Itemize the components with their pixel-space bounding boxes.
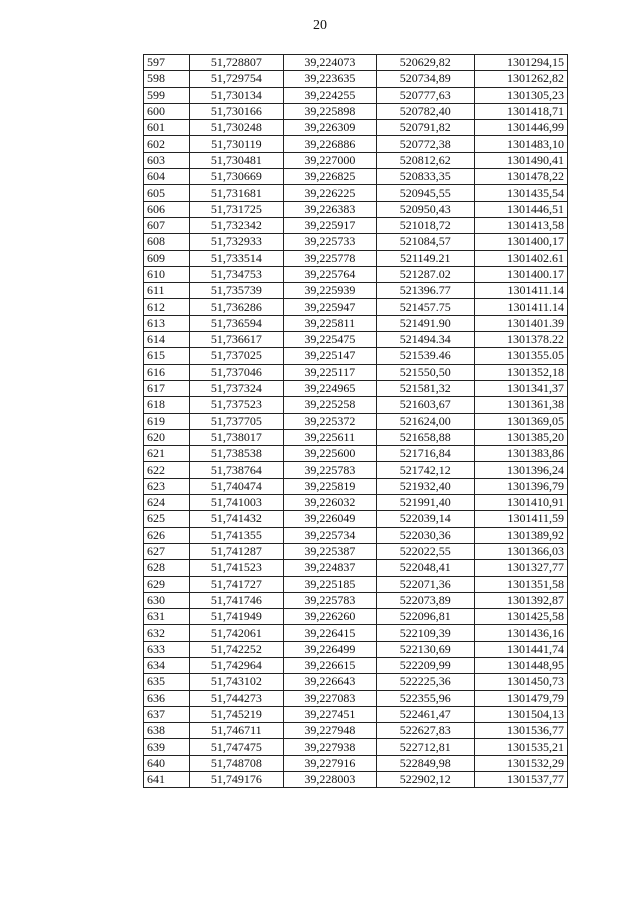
latitude-cell: 51,730166 [190, 103, 283, 119]
x-coordinate-cell: 521084,57 [377, 234, 475, 250]
point-number-cell: 616 [144, 364, 190, 380]
longitude-cell: 39,225811 [283, 315, 376, 331]
longitude-cell: 39,223635 [283, 71, 376, 87]
x-coordinate-cell: 522849,98 [377, 755, 475, 771]
point-number-cell: 617 [144, 380, 190, 396]
point-number-cell: 611 [144, 283, 190, 299]
table-row [144, 55, 568, 71]
table-row [144, 560, 568, 576]
longitude-cell: 39,225764 [283, 266, 376, 282]
x-coordinate-cell: 520777,63 [377, 87, 475, 103]
latitude-cell: 51,736594 [190, 315, 283, 331]
longitude-cell: 39,225147 [283, 348, 376, 364]
latitude-cell: 51,731725 [190, 201, 283, 217]
longitude-cell: 39,226049 [283, 511, 376, 527]
table-row [144, 185, 568, 201]
longitude-cell: 39,225733 [283, 234, 376, 250]
x-coordinate-cell: 522039,14 [377, 511, 475, 527]
latitude-cell: 51,735739 [190, 283, 283, 299]
latitude-cell: 51,741287 [190, 543, 283, 559]
longitude-cell: 39,227938 [283, 739, 376, 755]
table-row [144, 706, 568, 722]
point-number-cell: 618 [144, 397, 190, 413]
y-coordinate-cell: 1301418,71 [474, 103, 567, 119]
latitude-cell: 51,747475 [190, 739, 283, 755]
latitude-cell: 51,738764 [190, 462, 283, 478]
longitude-cell: 39,224837 [283, 560, 376, 576]
longitude-cell: 39,225734 [283, 527, 376, 543]
table-row [144, 283, 568, 299]
point-number-cell: 636 [144, 690, 190, 706]
table-row [144, 690, 568, 706]
table-row [144, 397, 568, 413]
x-coordinate-cell: 520782,40 [377, 103, 475, 119]
table-row [144, 87, 568, 103]
coordinates-table-body [144, 55, 568, 788]
page-number: 20 [313, 18, 327, 33]
y-coordinate-cell: 1301369,05 [474, 413, 567, 429]
y-coordinate-cell: 1301448,95 [474, 657, 567, 673]
y-coordinate-cell: 1301352,18 [474, 364, 567, 380]
longitude-cell: 39,224073 [283, 55, 376, 71]
point-number-cell: 610 [144, 266, 190, 282]
y-coordinate-cell: 1301532,29 [474, 755, 567, 771]
latitude-cell: 51,738017 [190, 429, 283, 445]
longitude-cell: 39,226886 [283, 136, 376, 152]
longitude-cell: 39,225783 [283, 592, 376, 608]
y-coordinate-cell: 1301504,13 [474, 706, 567, 722]
y-coordinate-cell: 1301490,41 [474, 152, 567, 168]
point-number-cell: 612 [144, 299, 190, 315]
latitude-cell: 51,732342 [190, 217, 283, 233]
latitude-cell: 51,730248 [190, 120, 283, 136]
table-row [144, 169, 568, 185]
table-row [144, 217, 568, 233]
y-coordinate-cell: 1301351,58 [474, 576, 567, 592]
point-number-cell: 625 [144, 511, 190, 527]
longitude-cell: 39,225387 [283, 543, 376, 559]
table-row [144, 266, 568, 282]
y-coordinate-cell: 1301410,91 [474, 495, 567, 511]
latitude-cell: 51,741949 [190, 609, 283, 625]
point-number-cell: 634 [144, 657, 190, 673]
latitude-cell: 51,733514 [190, 250, 283, 266]
latitude-cell: 51,746711 [190, 723, 283, 739]
y-coordinate-cell: 1301385,20 [474, 429, 567, 445]
point-number-cell: 626 [144, 527, 190, 543]
latitude-cell: 51,749176 [190, 772, 283, 788]
latitude-cell: 51,730119 [190, 136, 283, 152]
x-coordinate-cell: 522071,36 [377, 576, 475, 592]
latitude-cell: 51,730134 [190, 87, 283, 103]
x-coordinate-cell: 522712,81 [377, 739, 475, 755]
longitude-cell: 39,226032 [283, 495, 376, 511]
latitude-cell: 51,736286 [190, 299, 283, 315]
point-number-cell: 613 [144, 315, 190, 331]
longitude-cell: 39,226415 [283, 625, 376, 641]
latitude-cell: 51,745219 [190, 706, 283, 722]
point-number-cell: 631 [144, 609, 190, 625]
coordinates-table [143, 54, 568, 788]
y-coordinate-cell: 1301446,99 [474, 120, 567, 136]
y-coordinate-cell: 1301366,03 [474, 543, 567, 559]
x-coordinate-cell: 522461,47 [377, 706, 475, 722]
table-row [144, 657, 568, 673]
x-coordinate-cell: 520772,38 [377, 136, 475, 152]
point-number-cell: 640 [144, 755, 190, 771]
x-coordinate-cell: 521494.34 [377, 332, 475, 348]
table-row [144, 495, 568, 511]
point-number-cell: 623 [144, 478, 190, 494]
x-coordinate-cell: 520833,35 [377, 169, 475, 185]
table-row [144, 201, 568, 217]
y-coordinate-cell: 1301402.61 [474, 250, 567, 266]
latitude-cell: 51,743102 [190, 674, 283, 690]
latitude-cell: 51,741003 [190, 495, 283, 511]
latitude-cell: 51,737025 [190, 348, 283, 364]
x-coordinate-cell: 521539.46 [377, 348, 475, 364]
latitude-cell: 51,741727 [190, 576, 283, 592]
y-coordinate-cell: 1301262,82 [474, 71, 567, 87]
y-coordinate-cell: 1301450,73 [474, 674, 567, 690]
y-coordinate-cell: 1301400.17 [474, 266, 567, 282]
point-number-cell: 609 [144, 250, 190, 266]
y-coordinate-cell: 1301436,16 [474, 625, 567, 641]
table-row [144, 348, 568, 364]
x-coordinate-cell: 521716,84 [377, 446, 475, 462]
y-coordinate-cell: 1301392,87 [474, 592, 567, 608]
latitude-cell: 51,740474 [190, 478, 283, 494]
x-coordinate-cell: 521932,40 [377, 478, 475, 494]
table-row [144, 152, 568, 168]
longitude-cell: 39,224255 [283, 87, 376, 103]
latitude-cell: 51,744273 [190, 690, 283, 706]
x-coordinate-cell: 522048,41 [377, 560, 475, 576]
latitude-cell: 51,737324 [190, 380, 283, 396]
longitude-cell: 39,227916 [283, 755, 376, 771]
table-row [144, 772, 568, 788]
longitude-cell: 39,225600 [283, 446, 376, 462]
latitude-cell: 51,734753 [190, 266, 283, 282]
longitude-cell: 39,227948 [283, 723, 376, 739]
x-coordinate-cell: 521624,00 [377, 413, 475, 429]
longitude-cell: 39,225258 [283, 397, 376, 413]
longitude-cell: 39,225475 [283, 332, 376, 348]
x-coordinate-cell: 522030,36 [377, 527, 475, 543]
x-coordinate-cell: 521018,72 [377, 217, 475, 233]
latitude-cell: 51,732933 [190, 234, 283, 250]
y-coordinate-cell: 1301537,77 [474, 772, 567, 788]
point-number-cell: 601 [144, 120, 190, 136]
x-coordinate-cell: 522209,99 [377, 657, 475, 673]
x-coordinate-cell: 522130,69 [377, 641, 475, 657]
x-coordinate-cell: 521550,50 [377, 364, 475, 380]
table-row [144, 739, 568, 755]
longitude-cell: 39,225947 [283, 299, 376, 315]
latitude-cell: 51,737523 [190, 397, 283, 413]
table-row [144, 755, 568, 771]
longitude-cell: 39,225898 [283, 103, 376, 119]
latitude-cell: 51,736617 [190, 332, 283, 348]
point-number-cell: 604 [144, 169, 190, 185]
table-row [144, 299, 568, 315]
y-coordinate-cell: 1301411.14 [474, 283, 567, 299]
y-coordinate-cell: 1301478,22 [474, 169, 567, 185]
x-coordinate-cell: 521991,40 [377, 495, 475, 511]
table-row [144, 462, 568, 478]
table-row [144, 527, 568, 543]
y-coordinate-cell: 1301389,92 [474, 527, 567, 543]
longitude-cell: 39,225819 [283, 478, 376, 494]
point-number-cell: 597 [144, 55, 190, 71]
table-row [144, 576, 568, 592]
point-number-cell: 598 [144, 71, 190, 87]
latitude-cell: 51,748708 [190, 755, 283, 771]
longitude-cell: 39,226615 [283, 657, 376, 673]
point-number-cell: 635 [144, 674, 190, 690]
x-coordinate-cell: 522355,96 [377, 690, 475, 706]
y-coordinate-cell: 1301341,37 [474, 380, 567, 396]
table-row [144, 332, 568, 348]
point-number-cell: 632 [144, 625, 190, 641]
table-row [144, 592, 568, 608]
x-coordinate-cell: 521149.21 [377, 250, 475, 266]
x-coordinate-cell: 520629,82 [377, 55, 475, 71]
latitude-cell: 51,742061 [190, 625, 283, 641]
point-number-cell: 606 [144, 201, 190, 217]
latitude-cell: 51,730481 [190, 152, 283, 168]
table-row [144, 71, 568, 87]
point-number-cell: 641 [144, 772, 190, 788]
latitude-cell: 51,737046 [190, 364, 283, 380]
x-coordinate-cell: 522073,89 [377, 592, 475, 608]
latitude-cell: 51,738538 [190, 446, 283, 462]
latitude-cell: 51,731681 [190, 185, 283, 201]
point-number-cell: 630 [144, 592, 190, 608]
point-number-cell: 628 [144, 560, 190, 576]
latitude-cell: 51,728807 [190, 55, 283, 71]
x-coordinate-cell: 522225,36 [377, 674, 475, 690]
y-coordinate-cell: 1301396,79 [474, 478, 567, 494]
y-coordinate-cell: 1301411.14 [474, 299, 567, 315]
point-number-cell: 608 [144, 234, 190, 250]
y-coordinate-cell: 1301400,17 [474, 234, 567, 250]
y-coordinate-cell: 1301401.39 [474, 315, 567, 331]
y-coordinate-cell: 1301425,58 [474, 609, 567, 625]
table-row [144, 234, 568, 250]
x-coordinate-cell: 521396.77 [377, 283, 475, 299]
x-coordinate-cell: 520734,89 [377, 71, 475, 87]
table-row [144, 609, 568, 625]
latitude-cell: 51,741523 [190, 560, 283, 576]
y-coordinate-cell: 1301413,58 [474, 217, 567, 233]
latitude-cell: 51,742964 [190, 657, 283, 673]
longitude-cell: 39,227083 [283, 690, 376, 706]
x-coordinate-cell: 522902,12 [377, 772, 475, 788]
y-coordinate-cell: 1301446,51 [474, 201, 567, 217]
longitude-cell: 39,225939 [283, 283, 376, 299]
y-coordinate-cell: 1301536,77 [474, 723, 567, 739]
point-number-cell: 615 [144, 348, 190, 364]
y-coordinate-cell: 1301535,21 [474, 739, 567, 755]
x-coordinate-cell: 522022,55 [377, 543, 475, 559]
point-number-cell: 633 [144, 641, 190, 657]
point-number-cell: 599 [144, 87, 190, 103]
y-coordinate-cell: 1301479,79 [474, 690, 567, 706]
x-coordinate-cell: 521742,12 [377, 462, 475, 478]
y-coordinate-cell: 1301355.05 [474, 348, 567, 364]
y-coordinate-cell: 1301361,38 [474, 397, 567, 413]
table-row [144, 103, 568, 119]
table-row [144, 364, 568, 380]
point-number-cell: 605 [144, 185, 190, 201]
y-coordinate-cell: 1301378.22 [474, 332, 567, 348]
longitude-cell: 39,225117 [283, 364, 376, 380]
longitude-cell: 39,227000 [283, 152, 376, 168]
y-coordinate-cell: 1301435,54 [474, 185, 567, 201]
table-row [144, 380, 568, 396]
table-row [144, 625, 568, 641]
x-coordinate-cell: 522096,81 [377, 609, 475, 625]
point-number-cell: 637 [144, 706, 190, 722]
longitude-cell: 39,226260 [283, 609, 376, 625]
point-number-cell: 627 [144, 543, 190, 559]
point-number-cell: 607 [144, 217, 190, 233]
table-row [144, 446, 568, 462]
latitude-cell: 51,742252 [190, 641, 283, 657]
point-number-cell: 624 [144, 495, 190, 511]
x-coordinate-cell: 521603,67 [377, 397, 475, 413]
x-coordinate-cell: 522109,39 [377, 625, 475, 641]
table-row [144, 120, 568, 136]
x-coordinate-cell: 521457.75 [377, 299, 475, 315]
table-row [144, 641, 568, 657]
point-number-cell: 622 [144, 462, 190, 478]
x-coordinate-cell: 521491.90 [377, 315, 475, 331]
table-row [144, 674, 568, 690]
table-row [144, 511, 568, 527]
table-row [144, 429, 568, 445]
x-coordinate-cell: 521581,32 [377, 380, 475, 396]
table-row [144, 136, 568, 152]
y-coordinate-cell: 1301411,59 [474, 511, 567, 527]
point-number-cell: 619 [144, 413, 190, 429]
y-coordinate-cell: 1301294,15 [474, 55, 567, 71]
x-coordinate-cell: 520791,82 [377, 120, 475, 136]
point-number-cell: 602 [144, 136, 190, 152]
point-number-cell: 603 [144, 152, 190, 168]
y-coordinate-cell: 1301483,10 [474, 136, 567, 152]
point-number-cell: 614 [144, 332, 190, 348]
x-coordinate-cell: 522627,83 [377, 723, 475, 739]
latitude-cell: 51,741355 [190, 527, 283, 543]
y-coordinate-cell: 1301305,23 [474, 87, 567, 103]
longitude-cell: 39,226825 [283, 169, 376, 185]
longitude-cell: 39,225917 [283, 217, 376, 233]
latitude-cell: 51,741432 [190, 511, 283, 527]
point-number-cell: 621 [144, 446, 190, 462]
point-number-cell: 600 [144, 103, 190, 119]
table-row [144, 478, 568, 494]
longitude-cell: 39,225611 [283, 429, 376, 445]
longitude-cell: 39,225778 [283, 250, 376, 266]
longitude-cell: 39,225372 [283, 413, 376, 429]
longitude-cell: 39,224965 [283, 380, 376, 396]
latitude-cell: 51,729754 [190, 71, 283, 87]
longitude-cell: 39,226643 [283, 674, 376, 690]
longitude-cell: 39,226383 [283, 201, 376, 217]
table-row [144, 723, 568, 739]
longitude-cell: 39,226309 [283, 120, 376, 136]
table-row [144, 413, 568, 429]
table-row [144, 543, 568, 559]
x-coordinate-cell: 521287.02 [377, 266, 475, 282]
x-coordinate-cell: 520945,55 [377, 185, 475, 201]
longitude-cell: 39,228003 [283, 772, 376, 788]
y-coordinate-cell: 1301383,86 [474, 446, 567, 462]
point-number-cell: 629 [144, 576, 190, 592]
longitude-cell: 39,226225 [283, 185, 376, 201]
x-coordinate-cell: 521658,88 [377, 429, 475, 445]
x-coordinate-cell: 520950,43 [377, 201, 475, 217]
table-row [144, 315, 568, 331]
latitude-cell: 51,741746 [190, 592, 283, 608]
longitude-cell: 39,226499 [283, 641, 376, 657]
latitude-cell: 51,730669 [190, 169, 283, 185]
point-number-cell: 639 [144, 739, 190, 755]
latitude-cell: 51,737705 [190, 413, 283, 429]
y-coordinate-cell: 1301441,74 [474, 641, 567, 657]
point-number-cell: 638 [144, 723, 190, 739]
y-coordinate-cell: 1301396,24 [474, 462, 567, 478]
y-coordinate-cell: 1301327,77 [474, 560, 567, 576]
point-number-cell: 620 [144, 429, 190, 445]
longitude-cell: 39,227451 [283, 706, 376, 722]
table-row [144, 250, 568, 266]
x-coordinate-cell: 520812,62 [377, 152, 475, 168]
longitude-cell: 39,225185 [283, 576, 376, 592]
longitude-cell: 39,225783 [283, 462, 376, 478]
